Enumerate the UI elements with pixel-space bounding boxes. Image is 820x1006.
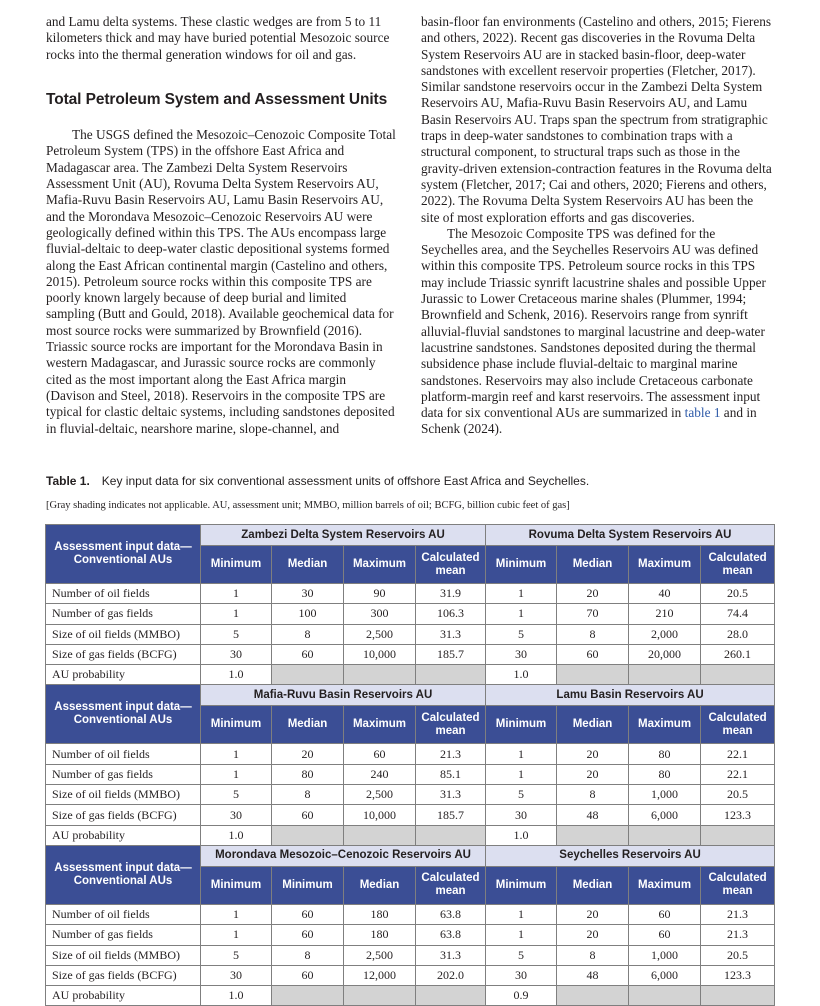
row-label: Number of oil fields [46, 744, 201, 764]
table-cell: 5 [486, 624, 557, 644]
table-cell: 30 [486, 805, 557, 825]
probability-cell: 1.0 [486, 825, 557, 845]
column-header: Maximum [344, 706, 416, 744]
table-cell: 12,000 [344, 965, 416, 985]
table-cell: 8 [272, 785, 344, 805]
not-applicable-cell [272, 825, 344, 845]
paragraph-text: The Mesozoic Composite TPS was defined for the Seychelles area, and the Seychelles Reservoirs AU was defined within this composite TPS. Petroleum source rocks in this TPS may include Triassic synrift lacustrine shales and possible Upper Jurassic to Lower Cretaceous marine shales (Plummer, 1994; Brownfield and Schenk, 2016). Reservoirs range from synrift alluvial-fluvial sandstones to marginal lacustrine and deep-water lacustrine sandstones. Sandstones deposited during the thermal subsidence phase include fluvial-deltaic to marginal marine sandstones. Reservoirs may also include Cretaceous carbonate platform-margin reef and karst reservoirs. The assessment input data for six conventional AUs are summarized in [421, 225, 766, 421]
paragraph-text: and in Schenk (2024). [421, 405, 757, 437]
table-cell: 1 [201, 925, 272, 945]
table-row [46, 785, 775, 805]
table-caption-text: Key input data for six conventional assessment units of offshore East Africa and Seychelles. [101, 474, 590, 488]
column-header: Calculated mean [701, 706, 775, 744]
au-name-header: Lamu Basin Reservoirs AU [486, 685, 775, 706]
paragraph: and Lamu delta systems. These clastic wedges are from 5 to 11 kilometers thick and may have buried potential Mesozoic source rocks into the thermal generation windows for oil and gas. [46, 14, 390, 62]
row-label: Size of gas fields (BCFG) [46, 965, 201, 985]
table-cell: 180 [344, 904, 416, 924]
table-cell: 60 [629, 904, 701, 924]
column-header: Median [272, 706, 344, 744]
table-cell: 31.3 [416, 785, 486, 805]
table-cell: 2,500 [344, 785, 416, 805]
not-applicable-cell [344, 665, 416, 685]
column-header: Maximum [629, 706, 701, 744]
table-cell: 2,000 [629, 624, 701, 644]
table-cell: 1,000 [629, 785, 701, 805]
paragraph [421, 226, 773, 438]
table-cell: 60 [344, 744, 416, 764]
table-cell: 30 [201, 965, 272, 985]
input-header-cell: Assessment input data— Conventional AUs [46, 525, 201, 584]
table-row [46, 965, 775, 985]
table-cell: 185.7 [416, 644, 486, 664]
not-applicable-cell [701, 825, 775, 845]
probability-cell: 1.0 [201, 825, 272, 845]
table-caption-label: Table 1. [46, 474, 90, 488]
table-cell: 30 [201, 805, 272, 825]
table-cell: 123.3 [701, 965, 775, 985]
column-header: Minimum [486, 546, 557, 584]
table-header-row [46, 525, 775, 546]
table-cell: 80 [629, 744, 701, 764]
table-cell: 1 [486, 744, 557, 764]
input-header-cell: Assessment input data— Conventional AUs [46, 845, 201, 904]
table-cell: 210 [629, 604, 701, 624]
table-cell: 1 [201, 744, 272, 764]
table-cell: 21.3 [701, 925, 775, 945]
table-cell: 21.3 [416, 744, 486, 764]
table-row [46, 644, 775, 664]
column-header: Calculated mean [701, 866, 775, 904]
table-cell: 60 [272, 805, 344, 825]
not-applicable-cell [629, 825, 701, 845]
table-cell: 48 [557, 965, 629, 985]
table-row [46, 805, 775, 825]
column-header: Minimum [201, 706, 272, 744]
column-header: Calculated mean [416, 706, 486, 744]
table-cell: 300 [344, 604, 416, 624]
au-name-header: Mafia-Ruvu Basin Reservoirs AU [201, 685, 486, 706]
table-cell: 21.3 [701, 904, 775, 924]
table-note: [Gray shading indicates not applicable. AU, assessment unit; MMBO, million barrels of oil; BCFG, billion cubic feet of gas] [46, 500, 570, 511]
table-cell: 30 [272, 584, 344, 604]
table-cell: 2,500 [344, 945, 416, 965]
table-row [46, 904, 775, 924]
not-applicable-cell [557, 825, 629, 845]
table-cell: 60 [272, 644, 344, 664]
table-cell: 20 [557, 744, 629, 764]
not-applicable-cell [629, 665, 701, 685]
table-cell: 260.1 [701, 644, 775, 664]
column-header: Median [557, 546, 629, 584]
table-cell: 22.1 [701, 764, 775, 784]
table-row [46, 665, 775, 685]
table-cell: 240 [344, 764, 416, 784]
table-cell: 1 [201, 584, 272, 604]
table-cell: 90 [344, 584, 416, 604]
table-cell: 22.1 [701, 744, 775, 764]
column-header: Median [272, 546, 344, 584]
not-applicable-cell [701, 665, 775, 685]
not-applicable-cell [416, 825, 486, 845]
input-header-cell: Assessment input data— Conventional AUs [46, 685, 201, 744]
table-cell: 80 [629, 764, 701, 784]
table-cell: 74.4 [701, 604, 775, 624]
probability-cell: 1.0 [201, 986, 272, 1006]
table-cell: 1 [201, 764, 272, 784]
table-cell: 70 [557, 604, 629, 624]
column-header: Maximum [629, 546, 701, 584]
table-cell: 60 [629, 925, 701, 945]
table-cell: 185.7 [416, 805, 486, 825]
au-name-header: Morondava Mesozoic–Cenozoic Reservoirs AU [201, 845, 486, 866]
table-link[interactable]: table 1 [684, 405, 721, 421]
table-cell: 202.0 [416, 965, 486, 985]
table-cell: 1 [486, 584, 557, 604]
probability-cell: 1.0 [486, 665, 557, 685]
table-cell: 8 [557, 624, 629, 644]
table-cell: 20 [557, 764, 629, 784]
table-cell: 85.1 [416, 764, 486, 784]
table-cell: 40 [629, 584, 701, 604]
table-cell: 60 [272, 925, 344, 945]
table-cell: 31.3 [416, 624, 486, 644]
table-cell: 28.0 [701, 624, 775, 644]
probability-cell: 0.9 [486, 986, 557, 1006]
table-cell: 20 [557, 925, 629, 945]
column-header: Calculated mean [416, 866, 486, 904]
table-row [46, 744, 775, 764]
table-cell: 60 [272, 965, 344, 985]
column-header: Minimum [486, 706, 557, 744]
row-label: Size of gas fields (BCFG) [46, 805, 201, 825]
table-cell: 20.5 [701, 945, 775, 965]
table-cell: 5 [486, 945, 557, 965]
table-caption [46, 474, 589, 488]
column-header: Calculated mean [701, 546, 775, 584]
table-cell: 10,000 [344, 805, 416, 825]
not-applicable-cell [344, 825, 416, 845]
table-cell: 8 [272, 945, 344, 965]
table-row [46, 624, 775, 644]
not-applicable-cell [416, 665, 486, 685]
table-cell: 63.8 [416, 925, 486, 945]
paragraph: basin-floor fan environments (Castelino and others, 2015; Fierens and others, 2022). Recent gas discoveries in the Rovuma Delta System Reservoirs AU are in stacked basin-floor, deep-water sandstones with excellent reservoir properties (Fletcher, 2017). Similar sandstone reservoirs occur in the Zambezi Delta System Reservoirs AU, Mafia-Ruvu Basin Reservoirs AU, and Lamu Basin Reservoirs AU. Traps span the spectrum from stratigraphic traps in deep-water sandstones to combination traps with a structural component, to structural traps such as those in the gravity-driven extension-contraction features in the Rovuma delta system (Fletcher, 2017; Cai and others, 2020; Fierens and others, 2022). The Rovuma Delta System Reservoirs AU has been the site of most exploration efforts and gas discoveries. [421, 14, 772, 225]
au-name-header: Seychelles Reservoirs AU [486, 845, 775, 866]
table-cell: 1 [201, 904, 272, 924]
paragraph: The USGS defined the Mesozoic–Cenozoic Composite Total Petroleum System (TPS) in the offshore East Africa and Madagascar area. The Zambezi Delta System Reservoirs Assessment Unit (AU), Rovuma Delta System Reservoirs AU, Mafia-Ruvu Basin Reservoirs AU, Lamu Basin Reservoirs AU, and the Morondava Mesozoic–Cenozoic Reservoirs AU were geologically defined within this TPS. The AUs encompass large fluvial-deltaic to deep-water clastic depositional systems formed along the East African continental margin (Castelino and others, 2015). Petroleum source rocks within this composite TPS are poorly known largely because of deep burial and limited sampling (Butt and Gould, 2018). Available geochemical data for most source rocks were summarized by Brownfield (2016). Triassic source rocks are important for the Morondava Basin in western Madagascar, and Jurassic source rocks are commonly cited as the most important along the East Africa margin (Davison and Steel, 2018). Reservoirs in the composite TPS are typical for clastic deltaic systems, including sandstones deposited in fluvial-deltaic, nearshore marine, slope-channel, and [46, 127, 396, 436]
table-cell: 48 [557, 805, 629, 825]
table-cell: 30 [486, 644, 557, 664]
row-label: Size of gas fields (BCFG) [46, 644, 201, 664]
au-name-header: Rovuma Delta System Reservoirs AU [486, 525, 775, 546]
table-cell: 60 [272, 904, 344, 924]
table-cell: 80 [272, 764, 344, 784]
table-row [46, 764, 775, 784]
row-label: AU probability [46, 825, 201, 845]
table-header-row [46, 685, 775, 706]
table-cell: 6,000 [629, 965, 701, 985]
table-cell: 1,000 [629, 945, 701, 965]
table-cell: 5 [201, 624, 272, 644]
table-cell: 20.5 [701, 584, 775, 604]
table-cell: 63.8 [416, 904, 486, 924]
table-cell: 2,500 [344, 624, 416, 644]
table-cell: 180 [344, 925, 416, 945]
table-cell: 20.5 [701, 785, 775, 805]
table-row [46, 945, 775, 965]
table-cell: 20,000 [629, 644, 701, 664]
table-cell: 1 [486, 904, 557, 924]
table-cell: 1 [486, 764, 557, 784]
table-cell: 31.3 [416, 945, 486, 965]
section-heading: Total Petroleum System and Assessment Units [46, 90, 388, 108]
table-cell: 8 [557, 945, 629, 965]
row-label: Size of oil fields (MMBO) [46, 624, 201, 644]
not-applicable-cell [557, 665, 629, 685]
au-name-header: Zambezi Delta System Reservoirs AU [201, 525, 486, 546]
not-applicable-cell [272, 665, 344, 685]
row-label: Size of oil fields (MMBO) [46, 785, 201, 805]
table-cell: 1 [486, 604, 557, 624]
column-header: Maximum [344, 546, 416, 584]
table-cell: 8 [557, 785, 629, 805]
column-header: Minimum [201, 866, 272, 904]
table-cell: 20 [272, 744, 344, 764]
row-label: AU probability [46, 665, 201, 685]
row-label: Number of gas fields [46, 764, 201, 784]
row-label: Number of gas fields [46, 604, 201, 624]
table-cell: 31.9 [416, 584, 486, 604]
row-label: AU probability [46, 986, 201, 1006]
table-cell: 106.3 [416, 604, 486, 624]
column-header: Minimum [201, 546, 272, 584]
column-header: Calculated mean [416, 546, 486, 584]
table-cell: 20 [557, 584, 629, 604]
table-cell: 1 [201, 604, 272, 624]
column-header: Median [344, 866, 416, 904]
table-row [46, 925, 775, 945]
table-cell: 8 [272, 624, 344, 644]
row-label: Size of oil fields (MMBO) [46, 945, 201, 965]
table-cell: 30 [486, 965, 557, 985]
table-cell: 20 [557, 904, 629, 924]
row-label: Number of oil fields [46, 904, 201, 924]
row-label: Number of gas fields [46, 925, 201, 945]
column-header: Minimum [272, 866, 344, 904]
left-column [46, 14, 396, 437]
table-cell: 6,000 [629, 805, 701, 825]
assessment-input-table [45, 524, 775, 1006]
table-cell: 5 [201, 785, 272, 805]
column-header: Median [557, 866, 629, 904]
column-header: Median [557, 706, 629, 744]
row-label: Number of oil fields [46, 584, 201, 604]
table-header-row [46, 845, 775, 866]
column-header: Maximum [629, 866, 701, 904]
table-row [46, 584, 775, 604]
table-cell: 1 [486, 925, 557, 945]
table-row [46, 604, 775, 624]
table-cell: 123.3 [701, 805, 775, 825]
table-cell: 100 [272, 604, 344, 624]
table-cell: 10,000 [344, 644, 416, 664]
probability-cell: 1.0 [201, 665, 272, 685]
table-cell: 60 [557, 644, 629, 664]
table-cell: 5 [486, 785, 557, 805]
column-header: Minimum [486, 866, 557, 904]
table-cell: 5 [201, 945, 272, 965]
right-column [421, 14, 773, 438]
table-cell: 30 [201, 644, 272, 664]
table-row [46, 825, 775, 845]
